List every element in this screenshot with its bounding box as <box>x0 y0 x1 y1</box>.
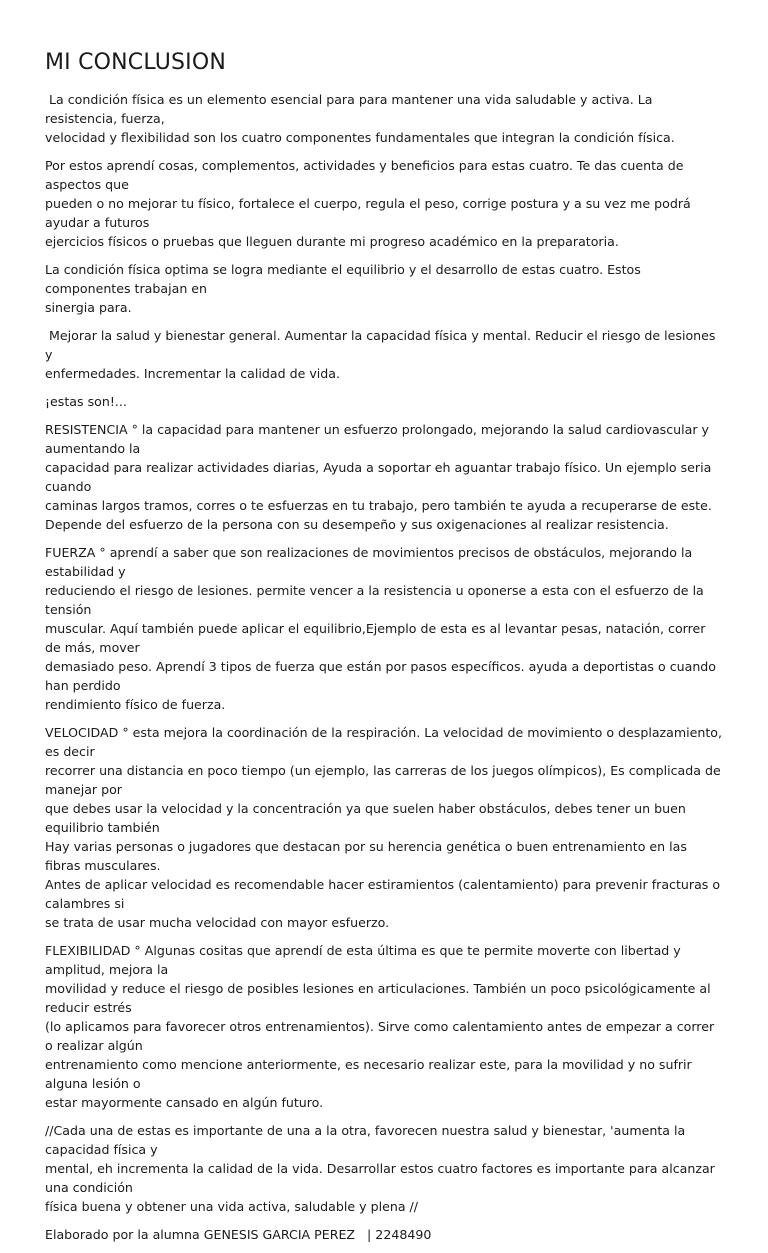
text-line: sinergia para. <box>45 300 132 315</box>
text-line: La condición física es un elemento esencial para para mantener una vida saludable y activa. La resistencia, fuerza, <box>45 92 657 126</box>
text-line: que debes usar la velocidad y la concentración ya que suelen haber obstáculos, debes tener un buen equilibrio también <box>45 801 690 835</box>
text-line: FUERZA ° aprendí a saber que son realizaciones de movimientos precisos de obstáculos, mejorando la estabilidad y <box>45 545 697 579</box>
resistencia-paragraph <box>45 420 725 534</box>
text-line: estar mayormente cansado en algún futuro. <box>45 1095 324 1110</box>
text-line: VELOCIDAD ° esta mejora la coordinación de la respiración. La velocidad de movimiento o desplazamiento, es decir <box>45 725 727 759</box>
text-line: capacidad para realizar actividades diarias, Ayuda a soportar eh aguantar trabajo físico. Un ejemplo seria cuando <box>45 460 716 494</box>
learning-paragraph <box>45 156 725 251</box>
flexibilidad-paragraph <box>45 941 725 1112</box>
text-line: Hay varias personas o jugadores que destacan por su herencia genética o buen entrenamiento en las fibras musculares. <box>45 839 691 873</box>
text-line: recorrer una distancia en poco tiempo (un ejemplo, las carreras de los juegos olímpicos), Es complicada de manejar por <box>45 763 725 797</box>
text-line: entrenamiento como mencione anteriormente, es necesario realizar este, para la movilidad y no sufrir alguna lesión o <box>45 1057 696 1091</box>
document-page <box>45 48 725 1253</box>
text-line: enfermedades. Incrementar la calidad de vida. <box>45 366 340 381</box>
page-title: MI CONCLUSION <box>45 50 227 75</box>
author-paragraph <box>45 1225 725 1244</box>
text-line: mental, eh incrementa la calidad de la vida. Desarrollar estos cuatro factores es importante para alcanzar una condición <box>45 1161 719 1195</box>
closing-paragraph <box>45 1121 725 1216</box>
text-line: física buena y obtener una vida activa, saludable y plena // <box>45 1199 419 1214</box>
text-line: Mejorar la salud y bienestar general. Aumentar la capacidad física y mental. Reducir el riesgo de lesiones y <box>45 328 720 362</box>
text-line: muscular. Aquí también puede aplicar el equilibrio,Ejemplo de esta es al levantar pesas, natación, correr de más, mover <box>45 621 710 655</box>
text-line: pueden o no mejorar tu físico, fortalece el cuerpo, regula el peso, corrige postura y a su vez me podrá ayudar a futuros <box>45 196 695 230</box>
text-line: Depende del esfuerzo de la persona con su desempeño y sus oxigenaciones al realizar resistencia. <box>45 517 669 532</box>
text-line: Antes de aplicar velocidad es recomendable hacer estiramientos (calentamiento) para prevenir fracturas o calambres si <box>45 877 725 911</box>
text-line: velocidad y flexibilidad son los cuatro componentes fundamentales que integran la condición física. <box>45 130 675 145</box>
document-body <box>45 90 725 1244</box>
text-line: rendimiento físico de fuerza. <box>45 697 226 712</box>
text-line: Por estos aprendí cosas, complementos, actividades y beneficios para estas cuatro. Te das cuenta de aspectos que <box>45 158 688 192</box>
text-line: movilidad y reduce el riesgo de posibles lesiones en articulaciones. También un poco psicológicamente al reducir estrés <box>45 981 715 1015</box>
text-line: //Cada una de estas es importante de una a la otra, favorecen nuestra salud y bienestar, 'aumenta la capacidad física y <box>45 1123 690 1157</box>
text-line: caminas largos tramos, corres o te esfuerzas en tu trabajo, pero también te ayuda a recuperarse de este. <box>45 498 712 513</box>
text-line: (lo aplicamos para favorecer otros entrenamientos). Sirve como calentamiento antes de empezar a correr o realizar algún <box>45 1019 719 1053</box>
text-line: ejercicios físicos o pruebas que lleguen durante mi progreso académico en la preparatoria. <box>45 234 619 249</box>
balance-paragraph <box>45 260 725 317</box>
fuerza-paragraph <box>45 543 725 714</box>
text-line: Elaborado por la alumna GENESIS GARCIA PEREZ | 2248490 <box>45 1227 432 1242</box>
velocidad-paragraph <box>45 723 725 932</box>
benefits-paragraph <box>45 326 725 383</box>
text-line: demasiado peso. Aprendí 3 tipos de fuerza que están por pasos específicos. ayuda a deportistas o cuando han perdido <box>45 659 721 693</box>
text-line: FLEXIBILIDAD ° Algunas cositas que aprendí de esta última es que te permite moverte con libertad y amplitud, mejora la <box>45 943 685 977</box>
text-line: RESISTENCIA ° la capacidad para mantener un esfuerzo prolongado, mejorando la salud cardiovascular y aumentando la <box>45 422 713 456</box>
text-line: se trata de usar mucha velocidad con mayor esfuerzo. <box>45 915 390 930</box>
text-line: ¡estas son!... <box>45 394 127 409</box>
text-line: La condición física optima se logra mediante el equilibrio y el desarrollo de estas cuatro. Estos componentes trabajan en <box>45 262 645 296</box>
these-are-paragraph <box>45 392 725 411</box>
text-line: reduciendo el riesgo de lesiones. permite vencer a la resistencia u oponerse a esta con el esfuerzo de la tensión <box>45 583 708 617</box>
intro-paragraph <box>45 90 725 147</box>
